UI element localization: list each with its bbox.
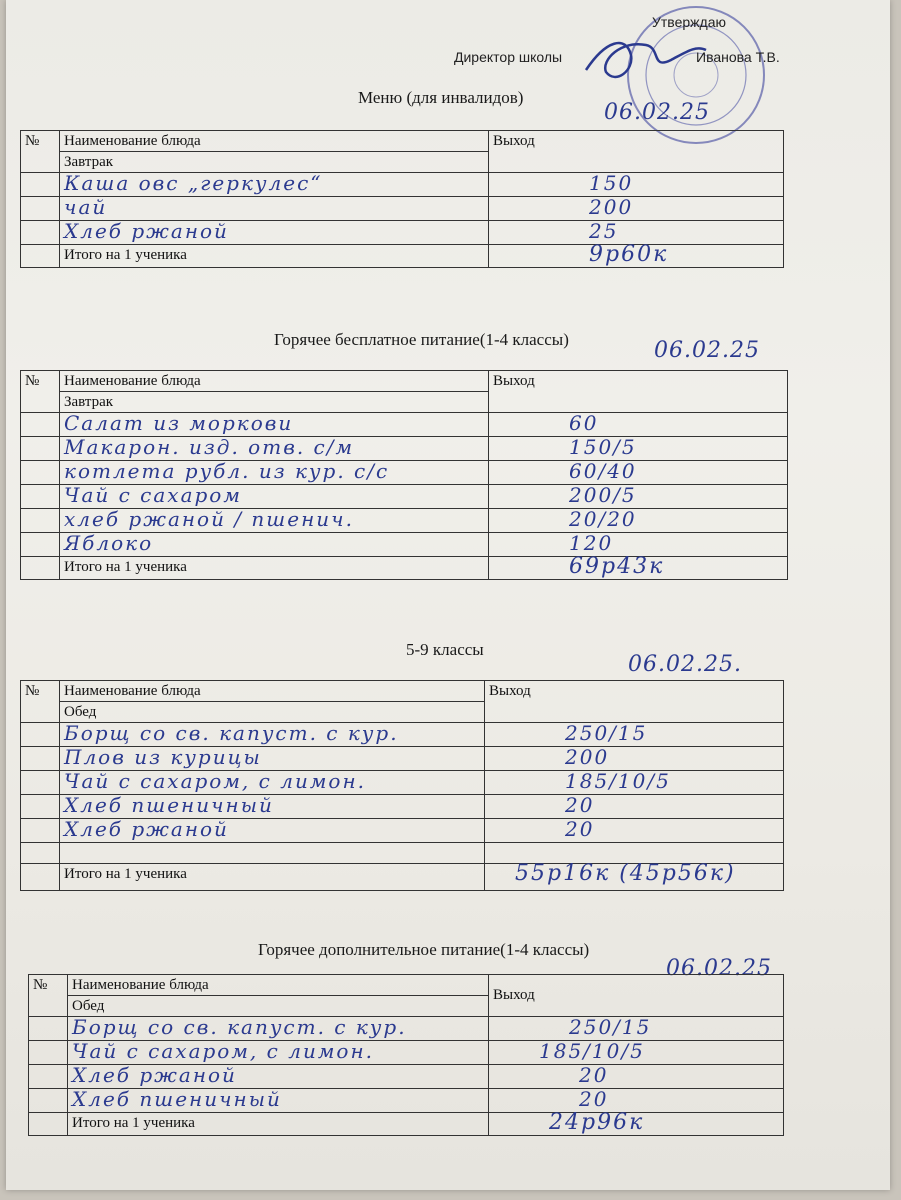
col-out: Выход — [485, 681, 784, 723]
dish-name: Хлеб ржаной — [64, 219, 229, 243]
dish-out: 200/5 — [569, 483, 637, 507]
table-row — [21, 197, 784, 221]
dish-name: Плов из курицы — [64, 745, 262, 769]
dish-name: Каша овс „геркулес“ — [64, 171, 323, 195]
col-name: Наименование блюда — [60, 681, 485, 702]
section-date: 06.02.25 — [604, 100, 710, 125]
menu-table — [28, 974, 784, 1136]
section-date: 06.02.25 — [654, 338, 760, 363]
section-title: 5-9 классы — [406, 640, 484, 659]
dish-name: Борщ со св. капуст. с кур. — [72, 1015, 407, 1039]
col-out: Выход — [489, 131, 784, 173]
table-row — [21, 221, 784, 245]
section-title: Горячее дополнительное питание(1-4 классы) — [258, 940, 590, 959]
col-num: № — [21, 371, 60, 413]
col-num: № — [29, 975, 68, 1017]
table-row — [21, 437, 788, 461]
total-row — [21, 245, 784, 268]
table-row — [29, 1089, 784, 1113]
dish-name: Чай с сахаром — [64, 483, 242, 507]
table-row — [21, 173, 784, 197]
dish-name: чай — [64, 195, 108, 219]
dish-name: Яблоко — [64, 531, 154, 555]
dish-name: Хлеб пшеничный — [64, 793, 274, 817]
dish-out: 20/20 — [569, 507, 637, 531]
dish-out: 120 — [569, 531, 614, 555]
total-value: 24р96к — [549, 1110, 645, 1135]
table-header-row — [21, 371, 788, 392]
dish-name: Макарон. изд. отв. с/м — [64, 435, 355, 459]
document-page — [6, 0, 890, 1190]
col-name: Наименование блюда — [60, 371, 489, 392]
menu-table — [20, 130, 784, 268]
total-value: 69р43к — [569, 554, 665, 579]
table-row — [21, 723, 784, 747]
dish-out: 200 — [565, 745, 610, 769]
meal-label: Обед — [68, 996, 489, 1017]
total-value: 55р16к (45р56к) — [515, 861, 736, 886]
dish-out: 60/40 — [569, 459, 637, 483]
meal-label: Завтрак — [60, 392, 489, 413]
menu-table — [20, 680, 784, 891]
dish-name: Хлеб ржаной — [72, 1063, 237, 1087]
total-label: Итого на 1 ученика — [60, 557, 489, 580]
approve-label: Утверждаю — [652, 14, 726, 30]
dish-out: 150 — [589, 171, 634, 195]
total-row — [21, 557, 788, 580]
table-row — [21, 413, 788, 437]
total-value: 9р60к — [589, 242, 669, 267]
dish-name: Чай с сахаром, с лимон. — [72, 1039, 374, 1063]
dish-out: 60 — [569, 411, 599, 435]
menu-table — [20, 370, 788, 580]
dish-out: 20 — [579, 1087, 609, 1111]
dish-name: Салат из моркови — [64, 411, 294, 435]
dish-name: хлеб ржаной / пшенич. — [64, 507, 354, 531]
section-title: Горячее бесплатное питание(1-4 классы) — [274, 330, 569, 349]
dish-out: 25 — [589, 219, 619, 243]
col-out: Выход — [489, 371, 788, 413]
col-out: Выход — [489, 975, 784, 1017]
dish-out: 185/10/5 — [539, 1039, 645, 1063]
dish-name: Хлеб ржаной — [64, 817, 229, 841]
table-row — [29, 1041, 784, 1065]
col-name: Наименование блюда — [60, 131, 489, 152]
meal-label: Завтрак — [60, 152, 489, 173]
total-label: Итого на 1 ученика — [60, 245, 489, 268]
total-row — [29, 1113, 784, 1136]
col-name: Наименование блюда — [68, 975, 489, 996]
dish-out: 200 — [589, 195, 634, 219]
dish-out: 150/5 — [569, 435, 637, 459]
dish-out: 20 — [579, 1063, 609, 1087]
dish-out: 20 — [565, 793, 595, 817]
table-header-row — [21, 131, 784, 152]
total-label: Итого на 1 ученика — [68, 1113, 489, 1136]
table-row — [21, 771, 784, 795]
dish-out: 250/15 — [565, 721, 648, 745]
dish-out: 250/15 — [569, 1015, 652, 1039]
dish-name: Хлеб пшеничный — [72, 1087, 282, 1111]
dish-name: Борщ со св. капуст. с кур. — [64, 721, 399, 745]
table-row — [21, 533, 788, 557]
table-row — [21, 795, 784, 819]
table-header-row — [21, 681, 784, 702]
section-date: 06.02.25. — [628, 652, 742, 677]
table-row — [21, 485, 788, 509]
table-header-row — [29, 975, 784, 996]
dish-out: 20 — [565, 817, 595, 841]
col-num: № — [21, 681, 60, 723]
director-label: Директор школы — [454, 49, 563, 65]
table-row — [21, 461, 788, 485]
section-title: Меню (для инвалидов) — [358, 88, 524, 107]
col-num: № — [21, 131, 60, 173]
meal-label: Обед — [60, 702, 485, 723]
section-date: 06.02.25 — [666, 956, 772, 981]
table-row — [29, 1065, 784, 1089]
director-name: Иванова Т.В. — [696, 49, 780, 65]
dish-name: котлета рубл. из кур. с/с — [64, 459, 390, 483]
table-row — [21, 747, 784, 771]
dish-name: Чай с сахаром, с лимон. — [64, 769, 366, 793]
table-row — [29, 1017, 784, 1041]
dish-out: 185/10/5 — [565, 769, 671, 793]
total-label: Итого на 1 ученика — [60, 864, 485, 891]
table-row — [21, 509, 788, 533]
table-row — [21, 819, 784, 843]
total-row — [21, 864, 784, 891]
